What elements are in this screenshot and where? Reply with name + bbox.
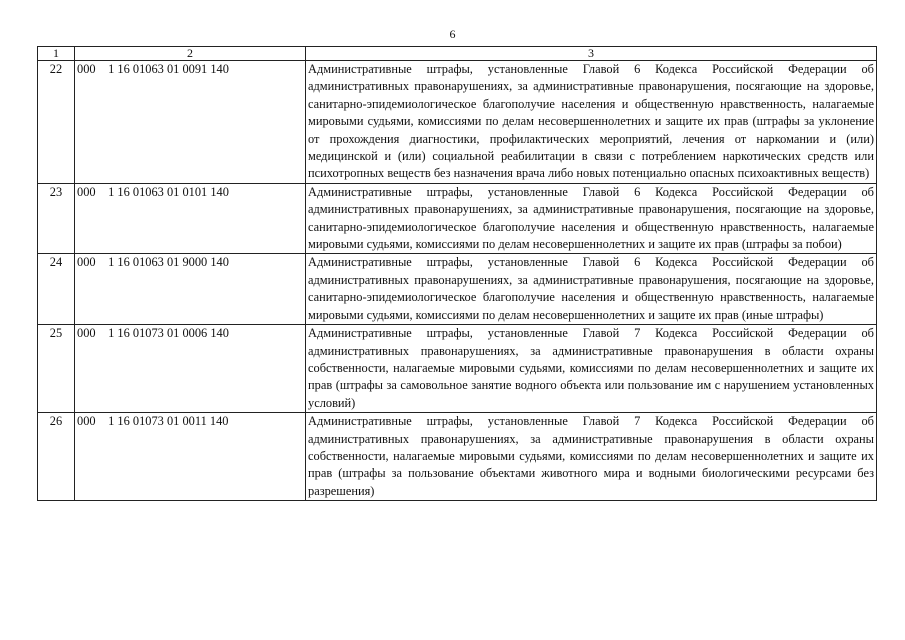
admin-code: 000	[77, 184, 96, 199]
row-code-cell	[75, 325, 306, 413]
table-row	[38, 325, 877, 413]
table-row	[38, 254, 877, 325]
row-code-cell	[75, 254, 306, 325]
row-number: 22	[38, 61, 75, 184]
row-code-cell	[75, 413, 306, 501]
header-col-1: 1	[38, 47, 75, 61]
row-description: Административные штрафы, установленные Главой 6 Кодекса Российской Федерации об административных правонарушениях, за административные правонарушения, посягающие на здоровье, санитарно-эпидемиологическое благополучие населения и общественную нравственность, налагаемые мировыми судьями, комиссиями по делам несовершеннолетних и защите их прав (штрафы за побои)	[306, 183, 877, 254]
row-description: Административные штрафы, установленные Главой 6 Кодекса Российской Федерации об административных правонарушениях, за административные правонарушения, посягающие на здоровье, санитарно-эпидемиологическое благополучие населения и общественную нравственность, налагаемые мировыми судьями, комиссиями по делам несовершеннолетних и защите их прав (штрафы за уклонение от прохождения диагностики, профилактических мероприятий, лечения от наркомании и (или) медицинской и (или) социальной реабилитации в связи с потреблением наркотических средств или психотропных веществ без назначения врача либо новых потенциально опасных психоактивных веществ)	[306, 61, 877, 184]
row-number: 25	[38, 325, 75, 413]
table-header-row	[38, 47, 877, 61]
table-row	[38, 183, 877, 254]
table-row	[38, 413, 877, 501]
table-row	[38, 61, 877, 184]
row-number: 23	[38, 183, 75, 254]
header-col-3: 3	[306, 47, 877, 61]
admin-code: 000	[77, 414, 96, 429]
admin-code: 000	[77, 255, 96, 270]
kbk-code: 1 16 01073 01 0006 140	[108, 326, 229, 341]
admin-code: 000	[77, 326, 96, 341]
row-code-cell	[75, 183, 306, 254]
kbk-code: 1 16 01073 01 0011 140	[108, 414, 229, 429]
row-description: Административные штрафы, установленные Главой 7 Кодекса Российской Федерации об административных правонарушениях, за административные правонарушения в области охраны собственности, налагаемые мировыми судьями, комиссиями по делам несовершеннолетних и защите их прав (штрафы за пользование объектами животного мира и водными биологическими ресурсами без разрешения)	[306, 413, 877, 501]
row-description: Административные штрафы, установленные Главой 6 Кодекса Российской Федерации об административных правонарушениях, за административные правонарушения, посягающие на здоровье, санитарно-эпидемиологическое благополучие населения и общественную нравственность, налагаемые мировыми судьями, комиссиями по делам несовершеннолетних и защите их прав (иные штрафы)	[306, 254, 877, 325]
kbk-code: 1 16 01063 01 0101 140	[108, 184, 229, 199]
row-number: 24	[38, 254, 75, 325]
kbk-code: 1 16 01063 01 9000 140	[108, 255, 229, 270]
kbk-code: 1 16 01063 01 0091 140	[108, 62, 229, 76]
page-number: 6	[449, 27, 456, 41]
row-description: Административные штрафы, установленные Главой 7 Кодекса Российской Федерации об административных правонарушениях, за административные правонарушения в области охраны собственности, налагаемые мировыми судьями, комиссиями по делам несовершеннолетних и защите их прав (штрафы за самовольное занятие водного объекта или пользование им с нарушением установленных условий)	[306, 325, 877, 413]
row-code-cell	[75, 61, 306, 184]
row-number: 26	[38, 413, 75, 501]
budget-codes-table	[37, 46, 877, 501]
admin-code: 000	[77, 62, 96, 76]
header-col-2: 2	[75, 47, 306, 61]
